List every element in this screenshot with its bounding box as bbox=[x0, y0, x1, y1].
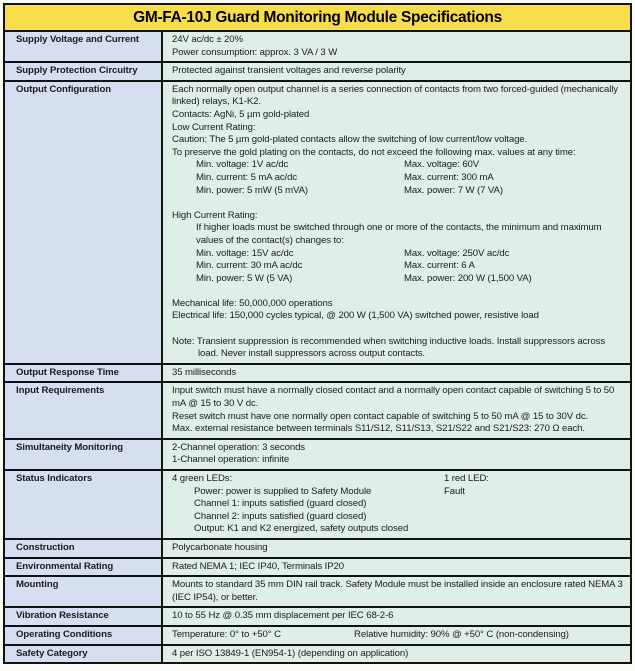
row-supply-voltage bbox=[5, 32, 630, 63]
row-construction bbox=[5, 540, 630, 559]
spec-label: Environmental Rating bbox=[5, 559, 163, 576]
spec-value bbox=[163, 471, 630, 538]
row-safety-category bbox=[5, 646, 630, 663]
spec-value bbox=[163, 559, 630, 576]
row-environmental bbox=[5, 559, 630, 578]
low-current-rating-heading: Low Current Rating: bbox=[172, 121, 256, 133]
spec-value bbox=[163, 82, 630, 363]
value-line: Mounts to standard 35 mm DIN rail track. Safety Module must be installed inside an enclosure rated NEMA 3 (IEC IP54), or better. bbox=[172, 579, 623, 603]
note-line: Note: Transient suppression is recommended when switching inductive loads. Install suppressors across load. Never install suppressors across output contacts. bbox=[172, 335, 606, 360]
spec-label: Output Configuration bbox=[5, 82, 163, 363]
value-line: Caution: The 5 µm gold-plated contacts allow the switching of low current/low voltage. bbox=[172, 134, 528, 146]
spec-label: Vibration Resistance bbox=[5, 608, 163, 625]
spec-value bbox=[163, 608, 630, 625]
operating-conditions-line bbox=[172, 629, 624, 642]
spec-value bbox=[163, 577, 630, 606]
low-rating-power-line bbox=[172, 185, 624, 198]
spec-label: Supply Voltage and Current bbox=[5, 32, 163, 61]
row-input-requirements bbox=[5, 383, 630, 439]
low-rating-current-line bbox=[172, 172, 624, 185]
value-line: Polycarbonate housing bbox=[172, 541, 268, 553]
humidity-value: Relative humidity: 90% @ +50° C (non-condensing) bbox=[354, 628, 569, 640]
value-line: Protected against transient voltages and reverse polarity bbox=[172, 65, 406, 77]
min-power: Min. power: 5 W (5 VA) bbox=[196, 272, 293, 284]
high-current-rating-heading: High Current Rating: bbox=[172, 209, 258, 221]
green-led-item: Output: K1 and K2 energized, safety outputs closed bbox=[194, 523, 409, 535]
max-power: Max. power: 200 W (1,500 VA) bbox=[404, 272, 532, 284]
spec-label: Input Requirements bbox=[5, 383, 163, 437]
spec-label: Output Response Time bbox=[5, 365, 163, 382]
spec-table bbox=[3, 3, 632, 664]
max-voltage: Max. voltage: 250V ac/dc bbox=[404, 247, 510, 259]
spec-value bbox=[163, 646, 630, 663]
green-led-item: Channel 1: inputs satisfied (guard closed) bbox=[194, 498, 367, 510]
blank-line bbox=[172, 285, 624, 298]
value-line: Input switch must have a normally closed contact and a normally open contact capable of switching 5 to 50 mA @ 15 to 30 V dc. bbox=[172, 385, 615, 410]
spec-value bbox=[163, 440, 630, 469]
max-current: Max. current: 300 mA bbox=[404, 171, 494, 183]
value-line: 1-Channel operation: infinite bbox=[172, 454, 290, 466]
value-line: If higher loads must be switched through one or more of the contacts, the minimum and maximum values of the contact(s) changes to: bbox=[196, 222, 602, 246]
value-line: Mechanical life: 50,000,000 operations bbox=[172, 297, 333, 309]
value-line: 2-Channel operation: 3 seconds bbox=[172, 441, 306, 453]
row-operating bbox=[5, 627, 630, 646]
high-rating-voltage-line bbox=[172, 248, 624, 261]
value-line: Electrical life: 150,000 cycles typical, @ 200 W (1,500 VA) switched power, resistive load bbox=[172, 310, 539, 322]
min-voltage: Min. voltage: 1V ac/dc bbox=[196, 159, 289, 171]
value-line: 35 milliseconds bbox=[172, 366, 237, 378]
spec-value bbox=[163, 627, 630, 644]
spec-label: Supply Protection Circuitry bbox=[5, 63, 163, 80]
spec-value bbox=[163, 32, 630, 61]
green-led-item: Power: power is supplied to Safety Module bbox=[194, 485, 372, 497]
high-rating-power-line bbox=[172, 273, 624, 286]
spec-label: Simultaneity Monitoring bbox=[5, 440, 163, 469]
spec-value bbox=[163, 383, 630, 437]
value-line: 24V ac/dc ± 20% bbox=[172, 34, 243, 45]
spec-label: Operating Conditions bbox=[5, 627, 163, 644]
value-line: Reset switch must have one normally open contact capable of switching 5 to 50 mA @ 15 to 30V dc. bbox=[172, 410, 589, 422]
green-led-column bbox=[172, 473, 444, 536]
value-line: To preserve the gold plating on the contacts, do not exceed the following max. values at any time: bbox=[172, 146, 576, 158]
spec-label: Mounting bbox=[5, 577, 163, 606]
spec-value bbox=[163, 63, 630, 80]
max-voltage: Max. voltage: 60V bbox=[404, 159, 480, 171]
red-led-item: Fault bbox=[444, 485, 465, 497]
spec-label: Construction bbox=[5, 540, 163, 557]
blank-line bbox=[172, 323, 624, 336]
temperature-value: Temperature: 0° to +50° C bbox=[172, 628, 281, 640]
row-output-configuration bbox=[5, 82, 630, 365]
min-current: Min. current: 5 mA ac/dc bbox=[196, 171, 298, 183]
row-vibration bbox=[5, 608, 630, 627]
min-voltage: Min. voltage: 15V ac/dc bbox=[196, 247, 294, 259]
max-current: Max. current: 6 A bbox=[404, 260, 475, 272]
spec-label: Safety Category bbox=[5, 646, 163, 663]
spec-label: Status Indicators bbox=[5, 471, 163, 538]
red-led-heading: 1 red LED: bbox=[444, 473, 489, 484]
green-led-heading: 4 green LEDs: bbox=[172, 473, 233, 484]
row-mounting bbox=[5, 577, 630, 608]
max-power: Max. power: 7 W (7 VA) bbox=[404, 184, 503, 196]
row-simultaneity bbox=[5, 440, 630, 471]
blank-line bbox=[172, 197, 624, 210]
spec-value bbox=[163, 365, 630, 382]
min-current: Min. current: 30 mA ac/dc bbox=[196, 260, 303, 272]
min-power: Min. power: 5 mW (5 mVA) bbox=[196, 184, 309, 196]
row-supply-protection bbox=[5, 63, 630, 82]
value-line: Rated NEMA 1; IEC IP40, Terminals IP20 bbox=[172, 560, 344, 572]
value-line: Max. external resistance between terminals S11/S12, S11/S13, S21/S22 and S21/S23: 270 Ω each. bbox=[172, 423, 585, 435]
value-line: Contacts: AgNi, 5 µm gold-plated bbox=[172, 108, 310, 120]
value-line: Each normally open output channel is a series connection of contacts from two forced-guided (mechanically linked) relays, K1-K2. bbox=[172, 83, 618, 108]
value-line: 10 to 55 Hz @ 0.35 mm displacement per IEC 68-2-6 bbox=[172, 610, 394, 622]
value-line: 4 per ISO 13849-1 (EN954-1) (depending on application) bbox=[172, 647, 409, 659]
low-rating-voltage-line bbox=[172, 159, 624, 172]
row-status-indicators bbox=[5, 471, 630, 540]
spec-value bbox=[163, 540, 630, 557]
status-columns bbox=[172, 473, 624, 536]
red-led-column bbox=[444, 473, 624, 536]
table-title: GM-FA-10J Guard Monitoring Module Specifications bbox=[5, 5, 630, 32]
row-output-response bbox=[5, 365, 630, 384]
high-rating-current-line bbox=[172, 260, 624, 273]
green-led-item: Channel 2: inputs satisfied (guard closed) bbox=[194, 510, 367, 522]
value-line: Power consumption: approx. 3 VA / 3 W bbox=[172, 46, 338, 58]
